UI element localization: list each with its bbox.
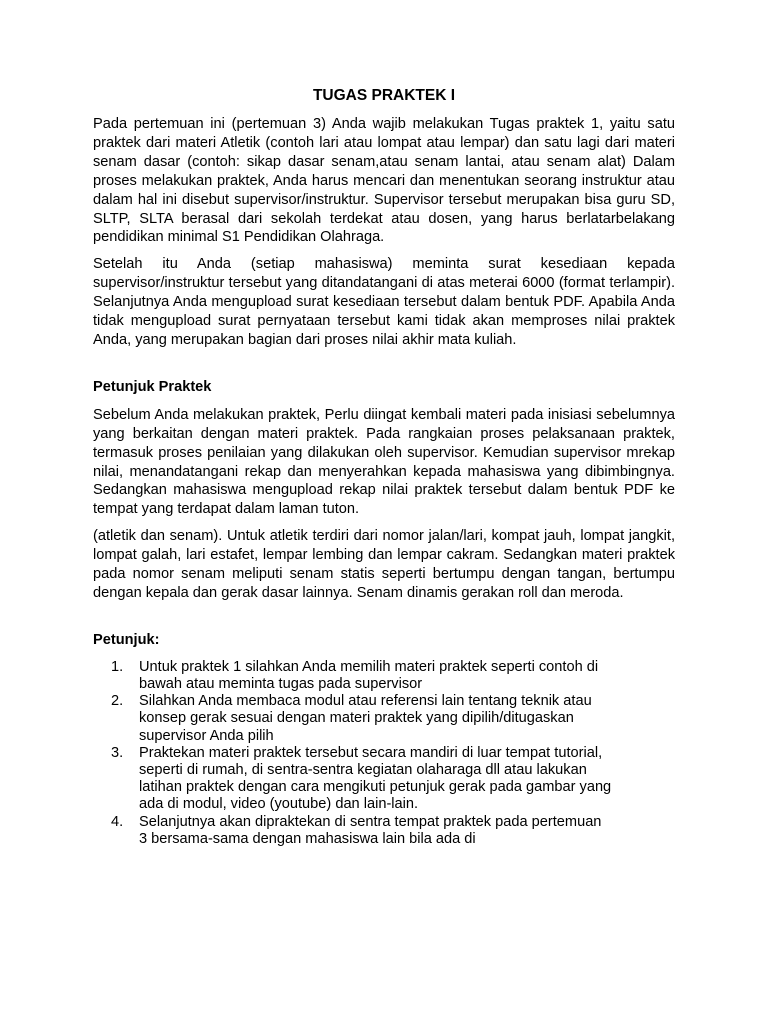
document-title: TUGAS PRAKTEK I	[312, 87, 456, 104]
petunjuk-praktek-paragraph-2: (atletik dan senam). Untuk atletik terdiri dari nomor jalan/lari, kompat jauh, lompat jangkit, lompat galah, lari estafet, lempar lembing dan lempar cakram. Sedangkan materi praktek pada nomor senam meliputi senam statis seperti bertumpu dengan tangan, bertumpu dengan kepala dan gerak dasar lainnya. Senam dinamis gerakan roll dan meroda.	[93, 528, 675, 601]
list-item	[93, 693, 613, 745]
petunjuk-praktek-paragraph-1: Sebelum Anda melakukan praktek, Perlu diingat kembali materi pada inisiasi sebelumnya yang berkaitan dengan materi praktek. Pada rangkaian proses pelaksanaan praktek, termasuk proses penilaian yang dilakukan oleh supervisor. Kemudian supervisor mrekap nilai, menandatangani rekap dan menyerahkan kepada mahasiswa yang dibimbingnya. Sedangkan mahasiswa mengupload rekap nilai praktek tersebut dalam bentuk PDF ke tempat yang terdapat dalam laman tuton.	[93, 406, 675, 518]
list-item	[93, 659, 613, 693]
list-item-text: Selanjutnya akan dipraktekan di sentra tempat praktek pada pertemuan 3 bersama-sama dengan mahasiswa lain bila ada di	[139, 813, 602, 847]
list-item-text: Untuk praktek 1 silahkan Anda memilih materi praktek seperti contoh di bawah atau meminta tugas pada supervisor	[139, 658, 599, 692]
list-item-text: Praktekan materi praktek tersebut secara mandiri di luar tempat tutorial, seperti di rumah, di sentra-sentra kegiatan olaharaga dll atau lakukan latihan praktek dengan cara mengikuti petunjuk gerak pada gambar yang ada di modul, video (youtube) dan lain-lain.	[139, 744, 612, 813]
list-item-text: Silahkan Anda membaca modul atau referensi lain tentang teknik atau konsep gerak sesuai dengan materi praktek yang dipilih/ditugaskan supervisor Anda pilih	[139, 693, 592, 744]
petunjuk-list	[93, 659, 613, 848]
section-heading-petunjuk-praktek: Petunjuk Praktek	[93, 378, 212, 395]
list-item	[93, 745, 613, 814]
intro-paragraph-1: Pada pertemuan ini (pertemuan 3) Anda wajib melakukan Tugas praktek 1, yaitu satu praktek dari materi Atletik (contoh lari atau lompat atau lempar) dan satu lagi dari materi senam dasar (contoh: sikap dasar senam,atau senam lantai, atau senam alat) Dalam proses melakukan praktek, Anda harus mencari dan menentukan seorang instruktur atau dalam hal ini disebut supervisor/instruktur. Supervisor tersebut merupakan bisa guru SD, SLTP, SLTA berasal dari sekolah terdekat atau dosen, yang harus berlatarbelakang pendidikan minimal S1 Pendidikan Olahraga.	[93, 116, 675, 246]
intro-paragraph-2: Setelah itu Anda (setiap mahasiswa) meminta surat kesediaan kepada supervisor/instruktur tersebut yang ditandatangani di atas meterai 6000 (format terlampir). Selanjutnya Anda mengupload surat kesediaan tersebut dalam bentuk PDF. Apabila Anda tidak mengupload surat pernyataan tersebut kami tidak akan memproses nilai praktek Anda, yang merupakan bagian dari proses nilai akhir mata kuliah.	[93, 256, 675, 348]
list-item-number: 1.	[111, 658, 124, 675]
list-item-number: 2.	[111, 693, 124, 710]
document-page	[93, 86, 675, 848]
list-item	[93, 814, 613, 848]
list-item-number: 4.	[111, 813, 124, 830]
section-heading-petunjuk: Petunjuk:	[93, 631, 160, 648]
list-item-number: 3.	[111, 744, 124, 761]
